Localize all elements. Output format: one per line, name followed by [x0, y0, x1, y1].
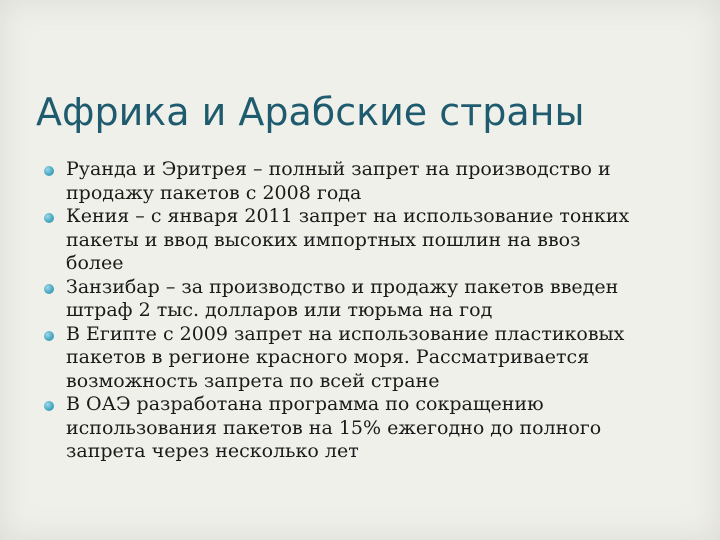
bullet-line: пакетов в регионе красного моря. Рассматривается: [66, 346, 590, 368]
bullet-line: В ОАЭ разработана программа по сокращению: [66, 393, 544, 415]
bullet-item: [44, 323, 684, 394]
bullet-line: Руанда и Эритрея – полный запрет на производство и: [66, 158, 611, 180]
bullet-line: штраф 2 тыс. долларов или тюрьма на год: [66, 299, 493, 321]
bullet-list: [44, 158, 684, 464]
bullet-line: Кения – с января 2011 запрет на использование тонких: [66, 205, 630, 227]
bullet-line: возможность запрета по всей стране: [66, 369, 440, 392]
bullet-dot-icon: [44, 284, 54, 294]
bullet-line: запрета через несколько лет: [66, 440, 359, 462]
bullet-item: [44, 276, 684, 323]
slide-title: Африка и Арабские страны: [36, 90, 585, 134]
bullet-item: [44, 393, 684, 464]
bullet-line: более: [66, 252, 124, 274]
bullet-line: Занзибар – за производство и продажу пакетов введен: [66, 275, 619, 298]
bullet-line: продажу пакетов с 2008 года: [66, 181, 362, 204]
bullet-line: пакеты и ввод высоких импортных пошлин на ввоз: [66, 228, 581, 251]
bullet-dot-icon: [44, 401, 54, 411]
bullet-item: [44, 158, 684, 205]
bullet-dot-icon: [44, 331, 54, 341]
bullet-line: В Египте с 2009 запрет на использование пластиковых: [66, 322, 625, 345]
bullet-dot-icon: [44, 166, 54, 176]
bullet-dot-icon: [44, 213, 54, 223]
bullet-item: [44, 205, 684, 276]
bullet-line: использования пакетов на 15% ежегодно до полного: [66, 416, 602, 439]
